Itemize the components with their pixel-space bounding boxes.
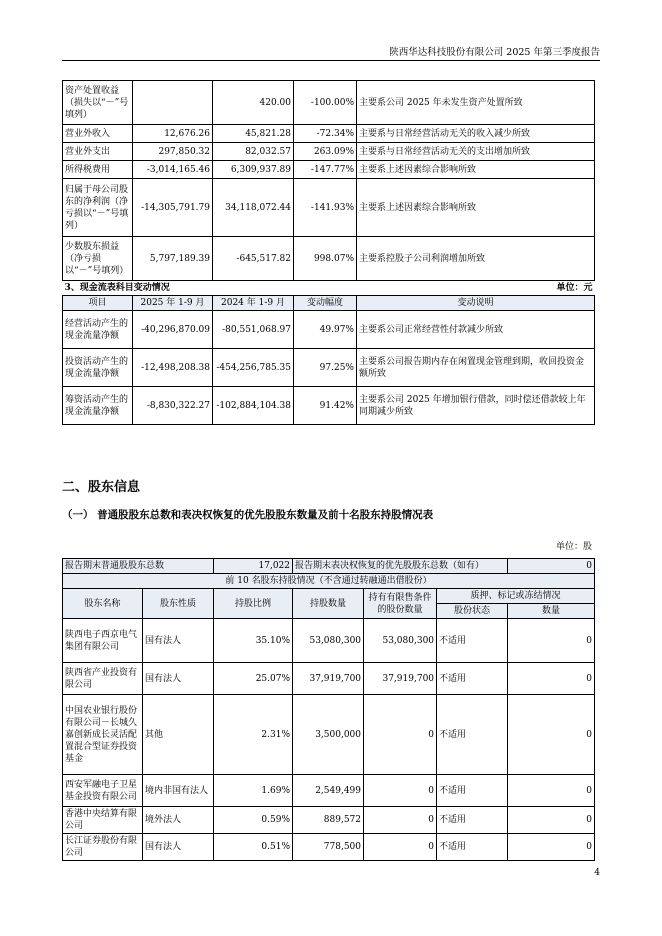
income-change: -141.93% — [294, 179, 357, 237]
sh-header-num: 数量 — [508, 604, 595, 619]
cash-current: -40,296,870.09 — [133, 311, 213, 349]
income-row — [63, 237, 595, 281]
cash-change: 97.25% — [294, 349, 357, 387]
income-previous: -645,517.82 — [213, 237, 294, 281]
shareholder-quantity: 2,549,499 — [293, 775, 364, 807]
shareholder-row — [63, 663, 595, 695]
shareholder-row — [63, 834, 595, 861]
income-item: 所得税费用 — [63, 161, 133, 179]
shareholder-total-row — [63, 559, 595, 574]
shareholder-name: 长江证券股份有限公司 — [63, 834, 143, 861]
shareholder-quantity: 3,500,000 — [293, 695, 364, 775]
cash-title-row — [63, 281, 595, 296]
shareholder-row — [63, 619, 595, 663]
shareholder-restricted: 0 — [364, 775, 437, 807]
cash-previous: -454,256,785.35 — [213, 349, 294, 387]
shareholder-pledge-number: 0 — [508, 807, 595, 834]
cash-previous: -80,551,068.97 — [213, 311, 294, 349]
page-header: 陕西华达科技股份有限公司 2025 年第三季度报告 — [389, 47, 600, 58]
shareholder-pledge-number: 0 — [508, 619, 595, 663]
shareholder-unit: 单位：股 — [555, 542, 592, 552]
income-row — [63, 143, 595, 161]
shareholder-nature: 国有法人 — [143, 834, 214, 861]
header-rule — [62, 60, 600, 61]
cash-change: 91.42% — [294, 387, 357, 425]
shareholder-quantity: 889,572 — [293, 807, 364, 834]
income-change: -100.00% — [294, 81, 357, 125]
cash-header-row — [63, 296, 595, 311]
shareholder-status: 不适用 — [437, 775, 508, 807]
income-item: 少数股东损益（净亏损以“－”号填列） — [63, 237, 133, 281]
shareholder-status: 不适用 — [437, 695, 508, 775]
cash-row — [63, 387, 595, 425]
shareholder-restricted: 0 — [364, 807, 437, 834]
shareholder-nature: 其他 — [143, 695, 214, 775]
shareholder-restricted: 53,080,300 — [364, 619, 437, 663]
income-row — [63, 179, 595, 237]
cash-row — [63, 311, 595, 349]
income-current: 297,850.32 — [133, 143, 213, 161]
cash-item: 经营活动产生的现金流量净额 — [63, 311, 133, 349]
section-shareholder-info: 二、股东信息 — [62, 480, 141, 495]
shareholder-pledge-number: 0 — [508, 834, 595, 861]
shareholder-nature: 境外法人 — [143, 807, 214, 834]
cash-reason: 主要系公司正常经营性付款减少所致 — [357, 311, 595, 349]
shareholder-pledge-number: 0 — [508, 775, 595, 807]
shareholder-name: 陕西电子西京电气集团有限公司 — [63, 619, 143, 663]
shareholder-name: 陕西省产业投资有限公司 — [63, 663, 143, 695]
income-previous: 82,032.57 — [213, 143, 294, 161]
shareholder-restricted: 0 — [364, 695, 437, 775]
cash-previous: -102,884,104.38 — [213, 387, 294, 425]
sh-header-pledge: 质押、标记或冻结情况 — [437, 589, 595, 604]
income-previous: 34,118,072.44 — [213, 179, 294, 237]
income-reason: 主要系上述因素综合影响所致 — [357, 179, 595, 237]
shareholder-ratio: 35.10% — [214, 619, 293, 663]
income-reason: 主要系与日常经营活动无关的收入减少所致 — [357, 125, 595, 143]
income-previous: 420.00 — [213, 81, 294, 125]
shareholder-restricted: 37,919,700 — [364, 663, 437, 695]
shareholder-status: 不适用 — [437, 619, 508, 663]
shareholder-nature: 国有法人 — [143, 619, 214, 663]
cash-change: 49.97% — [294, 311, 357, 349]
cash-header-prev: 2024 年 1-9 月 — [213, 296, 294, 311]
income-row — [63, 125, 595, 143]
income-row — [63, 81, 595, 125]
shareholder-ratio: 0.51% — [214, 834, 293, 861]
shareholder-row — [63, 807, 595, 834]
sh-header-status: 股份状态 — [437, 604, 508, 619]
income-change: -72.34% — [294, 125, 357, 143]
page-number: 4 — [594, 868, 600, 878]
shareholder-quantity: 53,080,300 — [293, 619, 364, 663]
income-current: -14,305,791.79 — [133, 179, 213, 237]
income-item: 营业外支出 — [63, 143, 133, 161]
cash-row — [63, 349, 595, 387]
shareholder-pledge-number: 0 — [508, 663, 595, 695]
income-reason: 主要系上述因素综合影响所致 — [357, 161, 595, 179]
cash-current: -12,498,208.38 — [133, 349, 213, 387]
income-row — [63, 161, 595, 179]
shareholder-pledge-number: 0 — [508, 695, 595, 775]
sh-total-value: 17,022 — [214, 559, 293, 574]
cash-reason: 主要系公司报告期内存在闲置现金管理到期，收回投资金额所致 — [357, 349, 595, 387]
income-change: -147.77% — [294, 161, 357, 179]
cash-header-chg: 变动幅度 — [294, 296, 357, 311]
shareholder-ratio: 25.07% — [214, 663, 293, 695]
sh-header-restricted: 持有有限售条件的股份数量 — [364, 589, 437, 619]
shareholder-quantity: 778,500 — [293, 834, 364, 861]
shareholder-restricted: 0 — [364, 834, 437, 861]
income-current: 5,797,189.39 — [133, 237, 213, 281]
shareholder-row — [63, 695, 595, 775]
cash-title: 3、现金流表科目变动情况 — [63, 281, 357, 296]
cash-reason: 主要系公司 2025 年增加银行借款，同时偿还借款较上年同期减少所致 — [357, 387, 595, 425]
income-previous: 45,821.28 — [213, 125, 294, 143]
cash-current: -8,830,322.27 — [133, 387, 213, 425]
shareholder-status: 不适用 — [437, 834, 508, 861]
income-current: 12,676.26 — [133, 125, 213, 143]
shareholder-row — [63, 775, 595, 807]
top10-title-row — [63, 574, 595, 589]
income-item: 归属于母公司股东的净利润（净亏损以“－”号填列） — [63, 179, 133, 237]
sh-header-qty: 持股数量 — [293, 589, 364, 619]
income-item: 资产处置收益（损失以“－”号填列） — [63, 81, 133, 125]
shareholder-ratio: 1.69% — [214, 775, 293, 807]
income-change: 263.09% — [294, 143, 357, 161]
cash-header-reason: 变动说明 — [357, 296, 595, 311]
income-reason: 主要系公司 2025 年未发生资产处置所致 — [357, 81, 595, 125]
sh-header-row-1 — [63, 589, 595, 604]
income-item: 营业外收入 — [63, 125, 133, 143]
cash-unit: 单位：元 — [357, 281, 595, 296]
pref-total-label: 报告期末表决权恢复的优先股股东总数（如有） — [293, 559, 508, 574]
income-current: -3,014,165.46 — [133, 161, 213, 179]
sh-header-ratio: 持股比例 — [214, 589, 293, 619]
shareholder-quantity: 37,919,700 — [293, 663, 364, 695]
sh-header-nature: 股东性质 — [143, 589, 214, 619]
income-reason: 主要系控股子公司利润增加所致 — [357, 237, 595, 281]
shareholder-name: 西安军融电子卫星基金投资有限公司 — [63, 775, 143, 807]
cash-item: 筹资活动产生的现金流量净额 — [63, 387, 133, 425]
sh-total-label: 报告期末普通股股东总数 — [63, 559, 214, 574]
shareholder-ratio: 0.59% — [214, 807, 293, 834]
shareholder-nature: 国有法人 — [143, 663, 214, 695]
section-shareholder-table-title: （一） 普通股股东总数和表决权恢复的优先股股东数量及前十名股东持股情况表 — [62, 509, 434, 521]
shareholder-nature: 境内非国有法人 — [143, 775, 214, 807]
cash-header-cur: 2025 年 1-9 月 — [133, 296, 213, 311]
shareholder-name: 香港中央结算有限公司 — [63, 807, 143, 834]
income-current — [133, 81, 213, 125]
sh-header-name: 股东名称 — [63, 589, 143, 619]
cash-item: 投资活动产生的现金流量净额 — [63, 349, 133, 387]
shareholder-name: 中国农业银行股份有限公司－长城久嘉创新成长灵活配置混合型证券投资基金 — [63, 695, 143, 775]
shareholder-table — [62, 558, 595, 861]
shareholder-ratio: 2.31% — [214, 695, 293, 775]
top10-title: 前 10 名股东持股情况（不含通过转融通出借股份） — [63, 574, 595, 589]
income-change: 998.07% — [294, 237, 357, 281]
shareholder-status: 不适用 — [437, 807, 508, 834]
income-reason: 主要系与日常经营活动无关的支出增加所致 — [357, 143, 595, 161]
pref-total-value: 0 — [508, 559, 595, 574]
income-statement-table — [62, 80, 595, 425]
shareholder-status: 不适用 — [437, 663, 508, 695]
cash-header-item: 项目 — [63, 296, 133, 311]
income-previous: 6,309,937.89 — [213, 161, 294, 179]
